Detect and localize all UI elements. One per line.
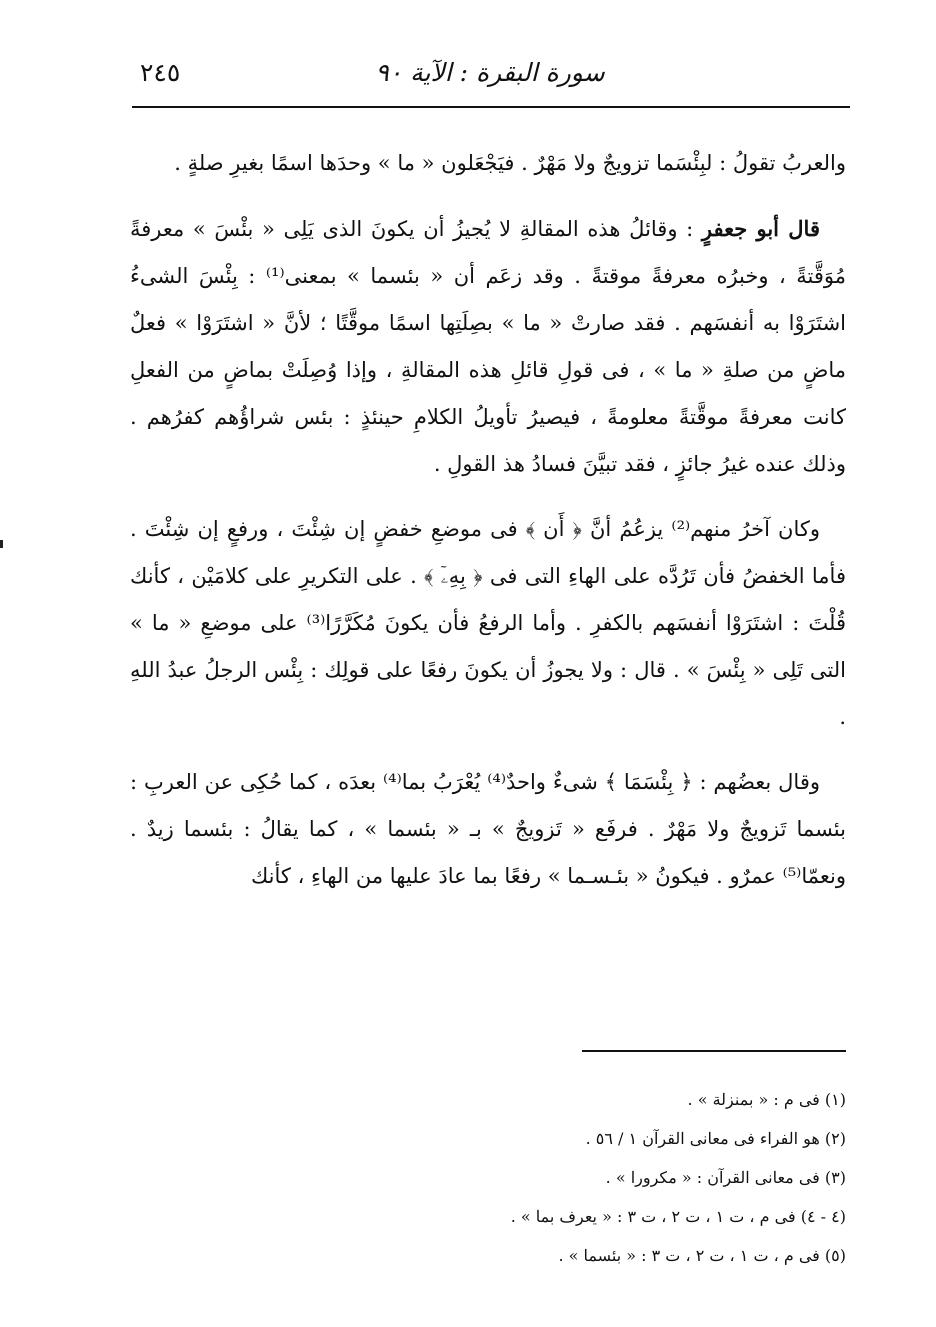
footnote-2: (٢) هو الفراء فى معانى القرآن ١ / ٥٦ .: [585, 1129, 846, 1148]
paragraph-4: وقال بعضُهم : ﴿ بِئْسَمَا ﴾ شىءٌ واحدٌ⁽⁴⁾ يُعْرَبُ بما⁽⁴⁾ بعدَه ، كما حُكِى عن العربِ : بئسما تَزويجٌ ولا مَهْرٌ . فرفَع « تَزويجٌ » بـ « بئسما » ، كما يقالُ : بئسما زيدٌ . ونعمّا⁽⁵⁾ عمرٌو . فيكونُ « بئـسـما » رفعًا بما عادَ عليها من الهاءِ ، كأنك: [130, 770, 846, 888]
header-divider: [132, 106, 850, 108]
footnote-5: (٥) فى م ، ت ١ ، ت ٢ ، ت ٣ : « بئسما » .: [558, 1246, 846, 1265]
paragraph-2: [130, 205, 846, 488]
footnote-3: (٣) فى معانى القرآن : « مكرورا » .: [605, 1168, 846, 1187]
paragraph-2-text: : وقائلُ هذه المقالةِ لا يُجيزُ أن يكونَ الذى يَلِى « بئْسَ » معرفةً مُوَقَّتةً ، وخبرُه معرفةً موقتةً . وقد زعَم أن « بئسما » بمعنى⁽¹⁾ : بِئْسَ الشىءُ اشتَرَوْا به أنفسَهم . فقد صارتْ « ما » بصِلَتِها اسمًا موقَّتًا ؛ لأنَّ « اشتَرَوْا » فعلٌ ماضٍ من صلةِ « ما » ، فى قولِ قائلِ هذه المقالةِ ، وإذا وُصِلَتْ بماضٍ من الفعلِ كانت معرفةً موقَّتةً معلومةً ، فيصيرُ تأويلُ الكلامِ حينئذٍ : بئس شراؤُهم كفرُهم . وذلك عنده غيرُ جائزٍ ، فقد تبيَّنَ فسادُ هذ القولِ .: [130, 217, 846, 476]
page-number: ٢٤٥: [140, 58, 181, 87]
footnote-1: (١) فى م : « بمنزلة » .: [687, 1090, 846, 1109]
running-title: سورة البقرة : الآية ٩٠: [375, 58, 605, 87]
scan-mark: [0, 540, 3, 548]
page-header: [130, 58, 850, 98]
paragraph-1: والعربُ تقولُ : لبِئْسَما تزويجٌ ولا مَهْرٌ . فيَجْعَلون « ما » وحدَها اسمًا بغيرِ صلةٍ .: [174, 151, 846, 175]
footnote-4: (٤ - ٤) فى م ، ت ١ ، ت ٢ ، ت ٣ : « يعرف بما » .: [510, 1207, 846, 1226]
main-text: [130, 140, 846, 918]
speaker-label: قال أبو جعفرٍ: [701, 216, 820, 241]
paragraph-3: وكان آخرُ منهم⁽²⁾ يزعُمُ أنَّ ﴿ أَن ﴾ فى موضعِ خفضٍ إن شِئْتَ ، ورفعٍ إن شِئْتَ . فأما الخفضُ فأن تَرُدَّه على الهاءِ التى فى ﴿ بِهِۦٓ ﴾ . على التكريرِ على كلامَيْن ، كأنك قُلْتَ : اشتَرَوْا أنفسَهم بالكفرِ . وأما الرفعُ فأن يكونَ مُكَرَّرًا⁽³⁾ على موضعِ « ما » التى تَلِى « بِئْسَ » . قال : ولا يجوزُ أن يكونَ رفعًا على قولِك : بِئْس الرجلُ عبدُ اللهِ .: [130, 517, 846, 729]
footnotes: [380, 1080, 846, 1275]
footnote-divider: [582, 1050, 846, 1052]
